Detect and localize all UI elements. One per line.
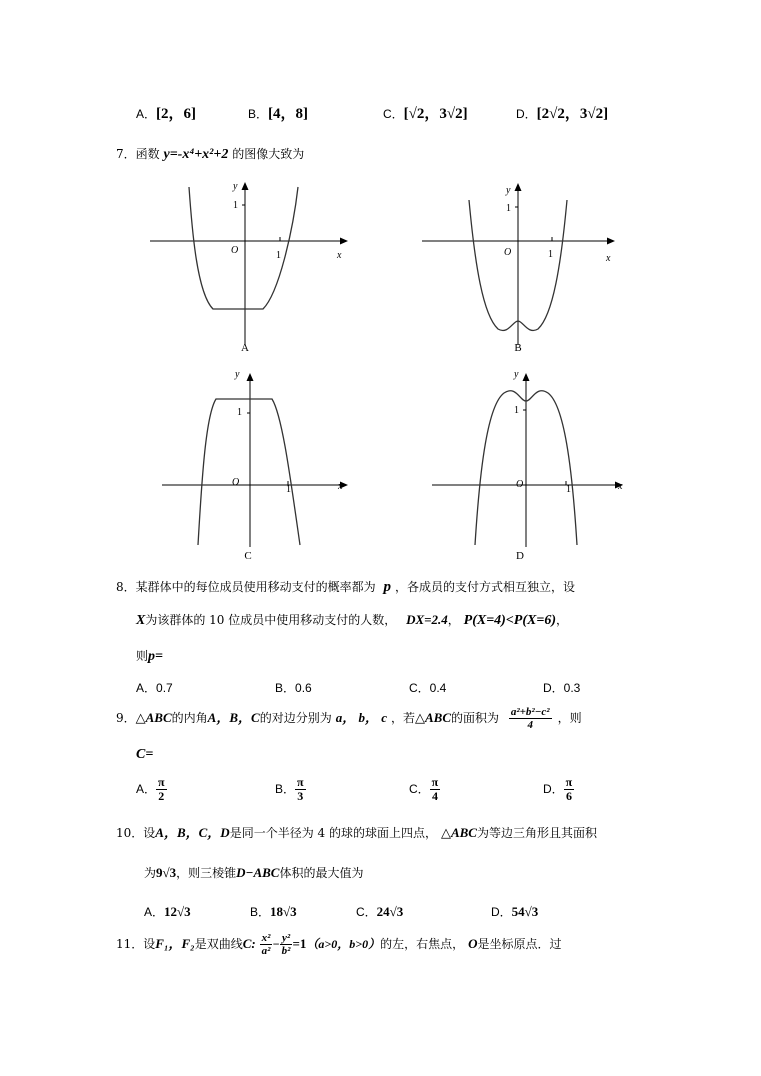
q8-line2 xyxy=(136,611,568,629)
q11-text: 的左，右焦点， xyxy=(380,937,465,952)
q11-equals: =1 xyxy=(292,936,307,952)
origin-label: O xyxy=(516,479,524,490)
option-label: D． xyxy=(491,905,512,919)
q6-option-a xyxy=(136,102,196,123)
origin-label: O xyxy=(504,247,512,258)
x-axis-label: x xyxy=(618,481,623,492)
q8-p: p xyxy=(383,579,391,595)
fraction-numerator: π xyxy=(431,775,439,789)
option-label: D． xyxy=(543,782,564,797)
x-arrow-icon xyxy=(607,238,615,245)
question-number: 7． xyxy=(116,147,136,161)
curve xyxy=(198,399,300,545)
x-axis-label: x xyxy=(338,481,343,492)
q8-option-b xyxy=(275,679,312,696)
option-label: B． xyxy=(275,782,296,797)
graph-letter: B xyxy=(514,342,522,354)
q10-text: 为等边三角形且其面积 xyxy=(476,826,597,840)
q10-option-b xyxy=(250,903,297,920)
option-value: [√2，3√2] xyxy=(403,106,468,122)
question-number: 11． xyxy=(116,937,144,952)
graph-c xyxy=(160,365,360,565)
q9-option-a xyxy=(136,776,167,803)
q9-text: ，则 xyxy=(557,711,582,726)
q8-X: X xyxy=(136,613,146,628)
q10-text: 为 xyxy=(144,866,157,880)
q7-formula: y=-x⁴+x²+2 xyxy=(163,147,229,162)
option-value: [2√2，3√2] xyxy=(536,106,609,122)
fraction-numerator: a²+b²−c² xyxy=(510,706,550,718)
q10-points: A，B，C，D xyxy=(155,825,230,840)
q9-ceq: C= xyxy=(136,747,154,762)
option-label: B． xyxy=(275,681,296,695)
q10-text: 体积的最大值为 xyxy=(279,866,364,880)
option-value: [4，8] xyxy=(268,106,309,122)
y-axis-label: y xyxy=(514,369,519,380)
fraction-denominator: 2 xyxy=(158,789,165,804)
q8-option-a xyxy=(136,679,173,696)
fraction-numerator: y² xyxy=(280,932,293,945)
q11-fraction-x xyxy=(260,932,273,957)
x-tick-label: 1 xyxy=(286,484,291,495)
y-axis-label: y xyxy=(506,185,511,196)
option-label: C． xyxy=(409,782,430,797)
q9-sides: a， b， c xyxy=(335,710,387,726)
option-value: 0.6 xyxy=(295,681,312,695)
q11-fraction-y xyxy=(280,932,293,957)
option-label: A． xyxy=(144,905,165,919)
fraction-denominator: 4 xyxy=(527,719,533,732)
y-arrow-icon xyxy=(523,373,530,381)
q11-minus: − xyxy=(272,937,280,952)
q8-text: 为该群体的 10 位成员中使用移动支付的人数， xyxy=(145,613,397,627)
y-arrow-icon xyxy=(247,373,254,381)
option-label: C． xyxy=(383,107,404,121)
q11-line1 xyxy=(116,932,562,957)
q8-line1 xyxy=(116,578,575,596)
option-fraction xyxy=(430,776,441,803)
q9-triangle: △ABC xyxy=(135,710,172,726)
q8-text: 则 xyxy=(136,649,149,663)
q11-origin: O xyxy=(468,936,478,952)
option-value: [2，6] xyxy=(156,106,197,122)
q10-area: 9√3 xyxy=(156,865,177,880)
x-axis-label: x xyxy=(337,250,342,261)
q9-option-d xyxy=(543,776,574,803)
q8-text: ，各成员的支付方式相互独立，设 xyxy=(394,580,575,594)
graph-d xyxy=(430,365,630,565)
option-label: B． xyxy=(248,107,269,121)
question-number: 8． xyxy=(116,580,136,594)
option-fraction xyxy=(564,776,575,803)
q8-dx: DX=2.4 xyxy=(406,612,448,627)
q6-option-c xyxy=(383,102,468,123)
q8-text: 某群体中的每位成员使用移动支付的概率都为 xyxy=(135,580,376,594)
q9-line1 xyxy=(116,706,582,731)
q10-option-c xyxy=(356,903,403,920)
q11-foci: F₁，F₂ xyxy=(155,936,195,952)
q11-text: 是坐标原点．过 xyxy=(477,937,562,952)
option-label: C． xyxy=(409,681,430,695)
q10-option-a xyxy=(144,903,191,920)
q10-text: 设 xyxy=(143,826,156,840)
q9-text: 的内角 xyxy=(171,711,208,726)
q7-suffix: 的图像大致为 xyxy=(232,147,305,161)
y-arrow-icon xyxy=(515,183,522,191)
q10-text: ，则三棱锥 xyxy=(176,866,237,880)
option-label: C． xyxy=(356,905,377,919)
q6-option-b xyxy=(248,102,308,123)
q10-triangle: △ABC xyxy=(440,825,477,840)
question-number: 9． xyxy=(116,711,136,726)
q9-area-fraction xyxy=(509,706,552,731)
q11-text: 是双曲线 xyxy=(194,937,243,952)
origin-label: O xyxy=(231,245,239,256)
option-label: A． xyxy=(136,107,157,121)
origin-label: O xyxy=(232,477,240,488)
option-label: D． xyxy=(543,681,564,695)
fraction-numerator: π xyxy=(158,775,165,789)
option-value: 12√3 xyxy=(164,904,191,919)
x-tick-label: 1 xyxy=(566,484,571,495)
graph-b xyxy=(420,175,620,355)
q9-option-c xyxy=(409,776,440,803)
question-number: 10． xyxy=(116,826,144,840)
option-label: D． xyxy=(516,107,537,121)
y-tick-label: 1 xyxy=(233,200,238,211)
fraction-denominator: 6 xyxy=(565,789,572,804)
option-value: 0.4 xyxy=(429,681,447,695)
y-axis-label: y xyxy=(235,369,240,380)
option-value: 54√3 xyxy=(511,904,539,919)
q9-text: 的面积为 xyxy=(451,711,500,726)
q10-text: 是同一个半径为 4 的球的球面上四点， xyxy=(229,826,437,840)
fraction-denominator: a² xyxy=(261,945,271,958)
fraction-numerator: x² xyxy=(261,932,271,944)
q11-text: 设 xyxy=(143,937,156,952)
y-tick-label: 1 xyxy=(514,405,519,416)
option-value: 24√3 xyxy=(376,904,404,919)
x-arrow-icon xyxy=(340,238,348,245)
x-tick-label: 1 xyxy=(276,250,281,261)
graph-letter: C xyxy=(244,550,252,562)
q8-text: ， xyxy=(447,613,460,627)
option-fraction xyxy=(295,776,306,803)
y-tick-label: 1 xyxy=(237,407,242,418)
q9-text: ，若 xyxy=(390,711,415,726)
q9-angles: A，B，C xyxy=(207,710,260,726)
q10-option-d xyxy=(491,903,538,920)
fraction-denominator: 4 xyxy=(431,789,438,804)
x-axis-label: x xyxy=(606,253,611,264)
q8-line3 xyxy=(136,647,163,665)
q10-line1 xyxy=(116,822,597,841)
y-axis-label: y xyxy=(233,181,238,192)
option-value: 0.3 xyxy=(563,681,581,695)
option-value: 18√3 xyxy=(270,904,297,919)
q9-triangle: △ABC xyxy=(415,710,452,726)
q8-prob: P(X=4)<P(X=6) xyxy=(463,613,557,628)
option-fraction xyxy=(156,776,167,803)
q8-option-d xyxy=(543,679,580,696)
q8-option-c xyxy=(409,679,446,696)
q9-option-b xyxy=(275,776,306,803)
x-tick-label: 1 xyxy=(548,249,553,260)
q11-condition: （a>0，b>0） xyxy=(306,937,381,952)
graph-letter: D xyxy=(516,550,524,562)
q9-text: 的对边分别为 xyxy=(259,711,332,726)
option-value: 0.7 xyxy=(156,681,173,695)
q6-option-d xyxy=(516,102,608,123)
q9-line2 xyxy=(136,747,153,763)
option-label: B． xyxy=(250,905,271,919)
q8-peq: p= xyxy=(148,649,163,664)
q10-pyramid: D−ABC xyxy=(236,865,280,880)
q10-line2 xyxy=(144,864,363,881)
fraction-numerator: π xyxy=(297,775,304,789)
graph-letter: A xyxy=(241,342,249,354)
fraction-numerator: π xyxy=(565,775,573,789)
q7-prefix: 函数 xyxy=(135,147,160,161)
fraction-denominator: b² xyxy=(281,945,291,958)
q7-stem xyxy=(116,145,304,163)
option-label: A． xyxy=(136,681,157,695)
q8-text: ， xyxy=(556,613,569,627)
graph-a xyxy=(145,175,355,355)
fraction-denominator: 3 xyxy=(297,789,304,804)
y-tick-label: 1 xyxy=(506,203,511,214)
y-arrow-icon xyxy=(242,182,249,190)
q11-curve: C: xyxy=(242,936,256,952)
option-label: A． xyxy=(136,782,157,797)
